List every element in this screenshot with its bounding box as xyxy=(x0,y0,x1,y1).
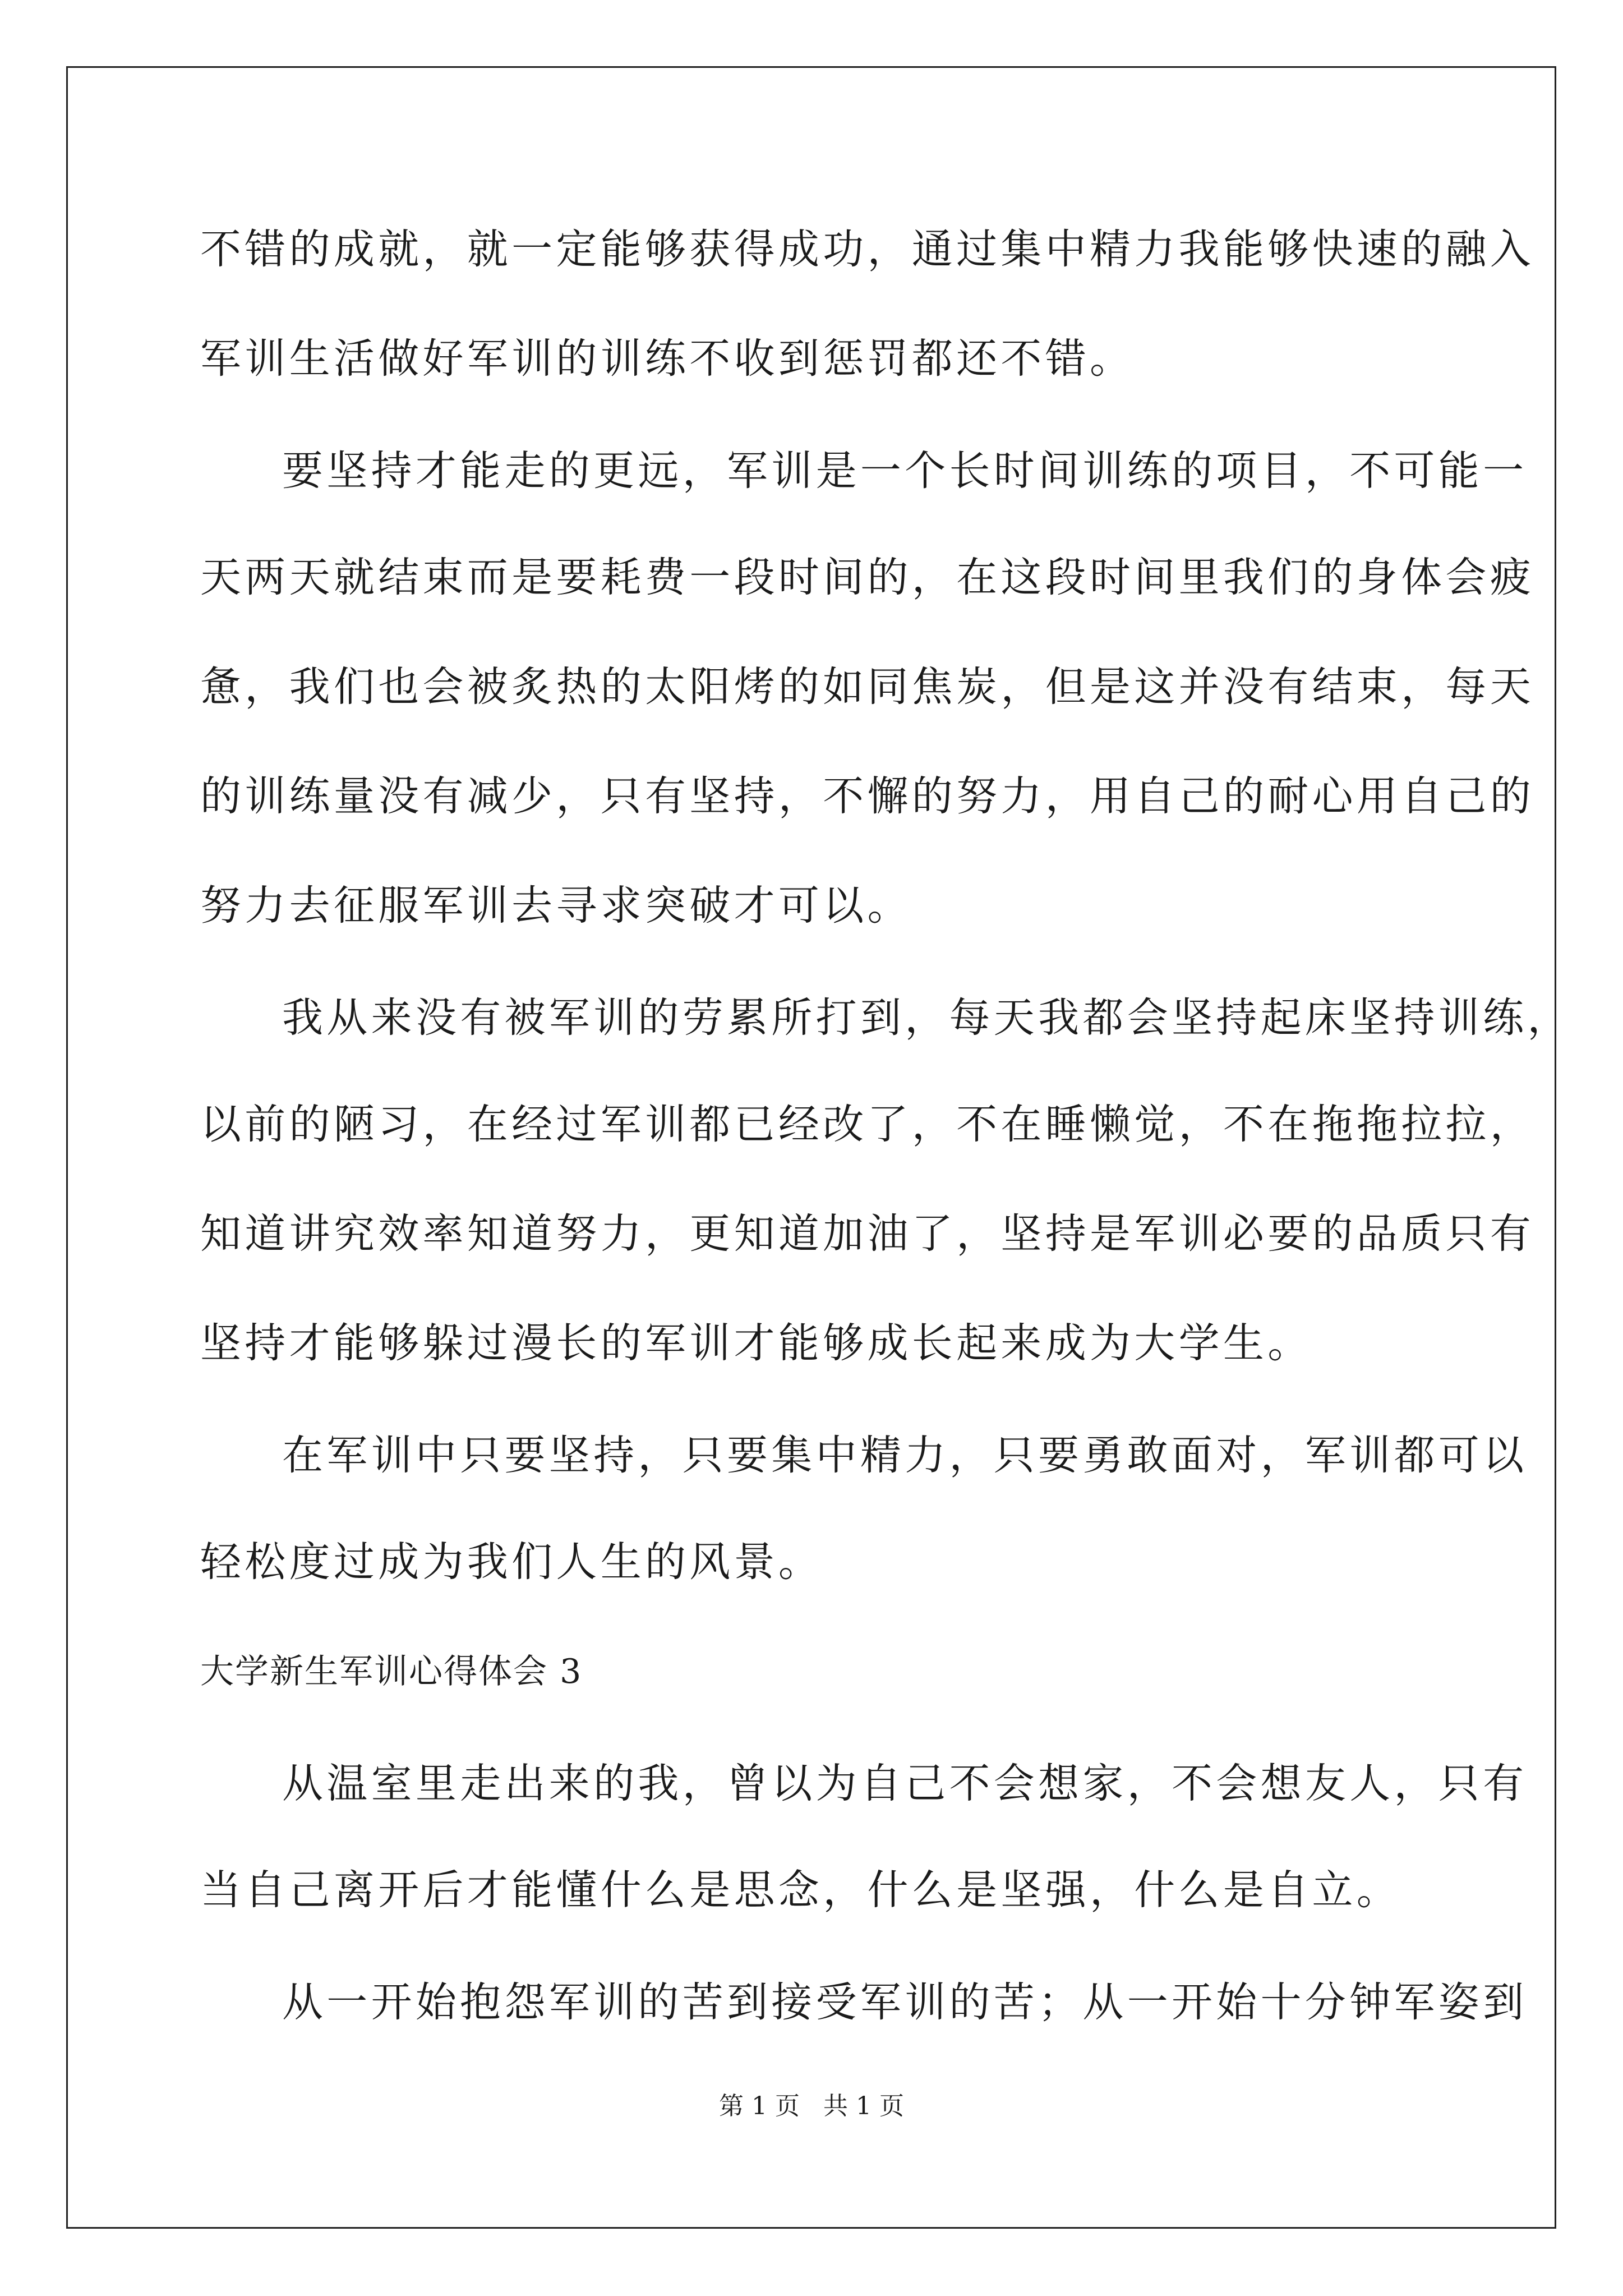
body-text-line: 要坚持才能走的更远，军训是一个长时间训练的项目，不可能一 xyxy=(282,447,1528,495)
body-text-line: 从一开始抱怨军训的苦到接受军训的苦；从一开始十分钟军姿到 xyxy=(282,1978,1528,2026)
body-text-line: 不错的成就，就一定能够获得成功，通过集中精力我能够快速的融入 xyxy=(200,226,1534,273)
body-text-line: 军训生活做好军训的训练不收到惩罚都还不错。 xyxy=(200,335,1135,383)
body-text-line: 轻松度过成为我们人生的风景。 xyxy=(200,1538,823,1586)
body-text-line: 我从来没有被军训的劳累所打到，每天我都会坚持起床坚持训练， xyxy=(282,994,1572,1042)
body-text-line: 坚持才能够躲过漫长的军训才能够成长起来成为大学生。 xyxy=(200,1319,1312,1367)
body-text-line: 的训练量没有减少，只有坚持，不懈的努力，用自己的耐心用自己的 xyxy=(200,772,1534,820)
body-text-line: 知道讲究效率知道努力，更知道加油了，坚持是军训必要的品质只有 xyxy=(200,1210,1534,1258)
body-text-line: 从温室里走出来的我，曾以为自己不会想家，不会想友人，只有 xyxy=(282,1760,1528,1807)
body-text-line: 惫，我们也会被炙热的太阳烤的如同焦炭，但是这并没有结束，每天 xyxy=(200,663,1534,711)
page-footer: 第 1 页 共 1 页 xyxy=(719,2092,904,2120)
body-text-line: 以前的陋习，在经过军训都已经改了，不在睡懒觉，不在拖拖拉拉， xyxy=(200,1101,1534,1148)
body-text-line: 天两天就结束而是要耗费一段时间的，在这段时间里我们的身体会疲 xyxy=(200,554,1534,601)
body-text-line: 当自己离开后才能懂什么是思念，什么是坚强，什么是自立。 xyxy=(200,1866,1401,1914)
body-text-line: 在军训中只要坚持，只要集中精力，只要勇敢面对，军训都可以 xyxy=(282,1432,1528,1479)
section-heading: 大学新生军训心得体会 3 xyxy=(200,1652,583,1691)
body-text-line: 努力去征服军训去寻求突破才可以。 xyxy=(200,882,912,930)
